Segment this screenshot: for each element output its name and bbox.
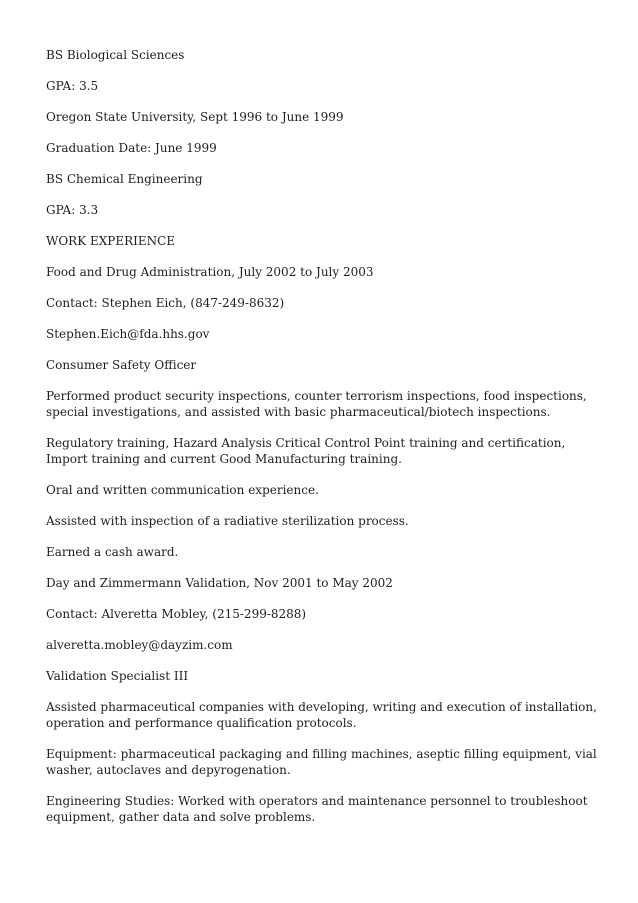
duty-training: Regulatory training, Hazard Analysis Critical Control Point training and certification, Import training and current Good Manufacturing training. [46,436,566,466]
work-experience-heading: WORK EXPERIENCE [46,234,176,248]
contact-day-zimmermann: Contact: Alveretta Mobley, (215-299-8288) [46,607,307,621]
employer-day-zimmermann: Day and Zimmermann Validation, Nov 2001 to May 2002 [46,576,393,590]
email-day-zimmermann: alveretta.mobley@dayzim.com [46,638,233,652]
email-fda: Stephen.Eich@fda.hhs.gov [46,327,210,341]
employer-fda: Food and Drug Administration, July 2002 to July 2003 [46,265,374,279]
duty-equipment: Equipment: pharmaceutical packaging and filling machines, aseptic filling equipment, vial washer, autoclaves and depyrogenation. [46,747,597,777]
resume-page [46,47,606,840]
duty-sterilization: Assisted with inspection of a radiative sterilization process. [46,514,409,528]
gpa-chemical-engineering: GPA: 3.3 [46,203,99,217]
job-title-day-zimmermann: Validation Specialist III [46,669,189,683]
duty-award: Earned a cash award. [46,545,179,559]
gpa-biological-sciences: GPA: 3.5 [46,79,99,93]
university-dates: Oregon State University, Sept 1996 to June 1999 [46,110,344,124]
duty-engineering-studies: Engineering Studies: Worked with operators and maintenance personnel to troubleshoot equipment, gather data and solve problems. [46,794,588,824]
degree-chemical-engineering: BS Chemical Engineering [46,172,203,186]
contact-fda: Contact: Stephen Eich, (847-249-8632) [46,296,285,310]
duty-inspections: Performed product security inspections, counter terrorism inspections, food inspections, special investigations, and assisted with basic pharmaceutical/biotech inspections. [46,389,587,419]
duty-communication: Oral and written communication experience. [46,483,319,497]
job-title-fda: Consumer Safety Officer [46,358,197,372]
duty-protocols: Assisted pharmaceutical companies with developing, writing and execution of installation, operation and performance qualification protocols. [46,700,597,730]
degree-biological-sciences: BS Biological Sciences [46,48,185,62]
graduation-date: Graduation Date: June 1999 [46,141,217,155]
